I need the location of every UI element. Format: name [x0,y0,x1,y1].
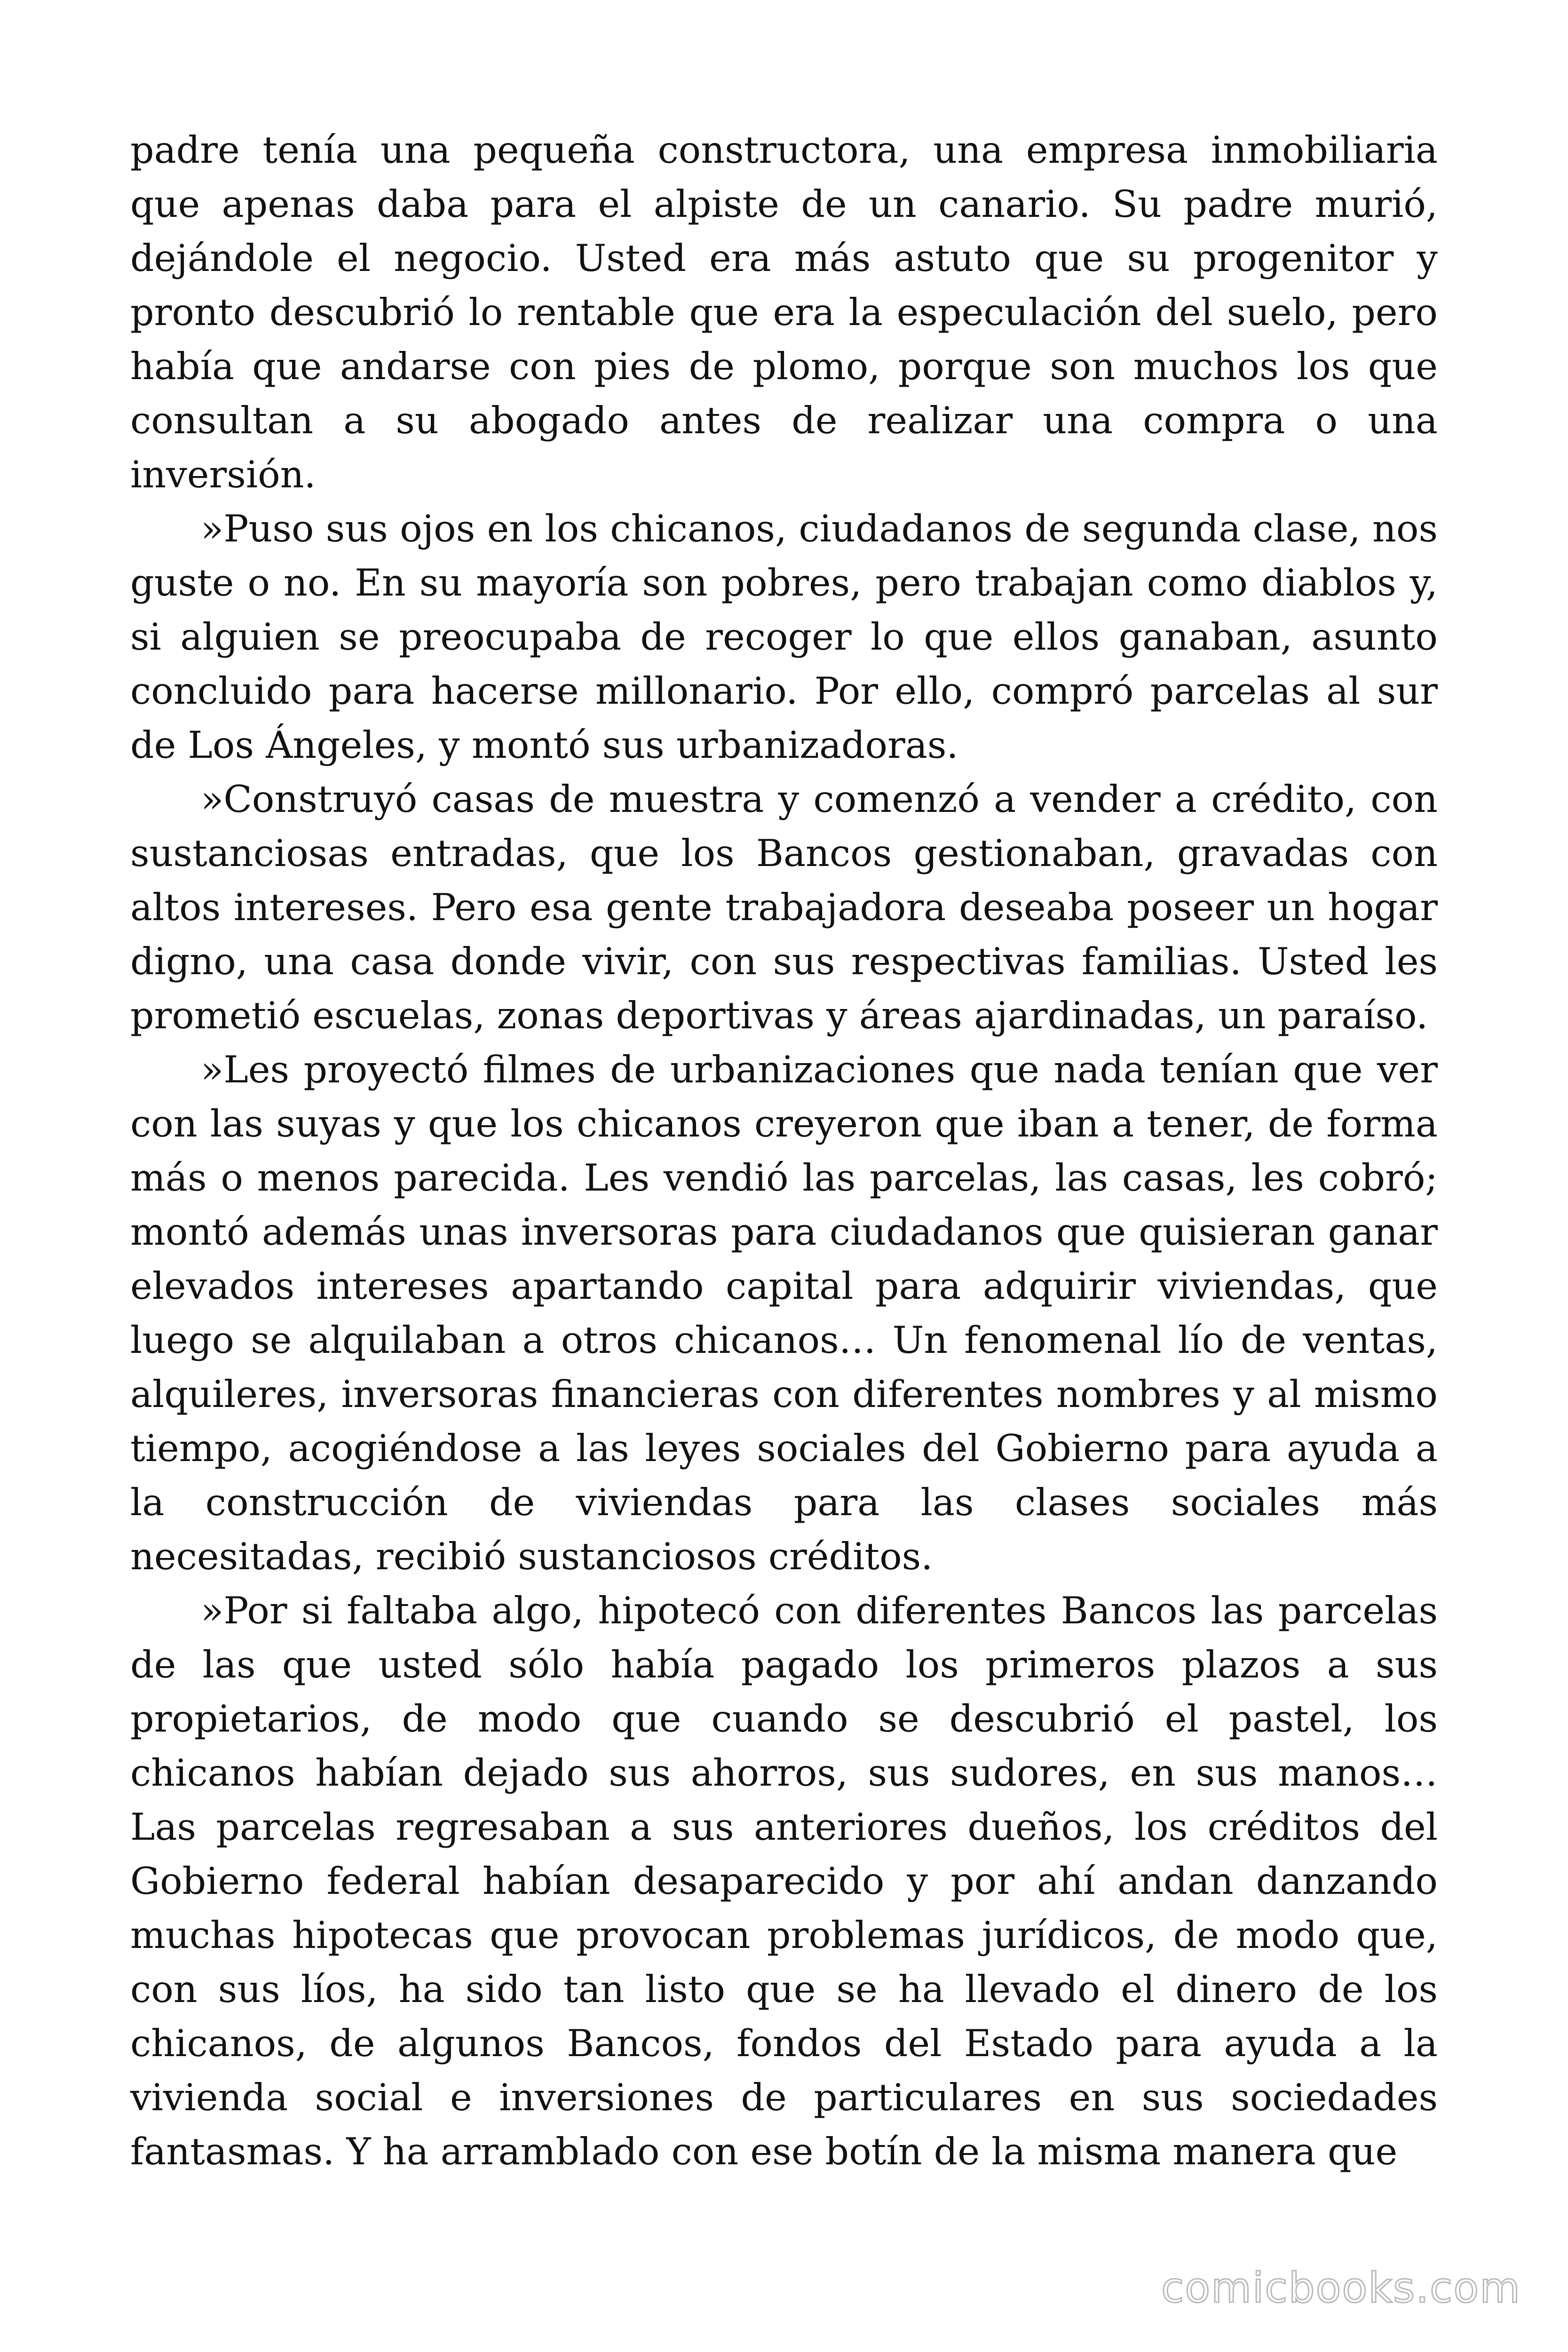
paragraph-filmes: »Les proyectó filmes de urbanizaciones que nada tenían que ver con las suyas y que los chicanos creyeron que iban a tener, de forma más o menos parecida. Les vendió las parcelas, las casas, les cobró; montó además unas inversoras para ciudadanos que quisieran ganar elevados intereses apartando capital para adquirir viviendas, que luego se alquilaban a otros chicanos… Un fenomenal lío de ventas, alquileres, inversoras financieras con diferentes nombres y al mismo tiempo, acogiéndose a las leyes sociales del Gobierno para ayuda a la construcción de viviendas para las clases sociales más necesitadas, recibió sustanciosos créditos. [130,1048,1438,1578]
paragraph-hipotecas: »Por si faltaba algo, hipotecó con diferentes Bancos las parcelas de las que usted sólo había pagado los primeros plazos a sus propietarios, de modo que cuando se descubrió el pastel, los chicanos habían dejado sus ahorros, sus sudores, en sus manos… Las parcelas regresaban a sus anteriores dueños, los créditos del Gobierno federal habían desaparecido y por ahí andan danzando muchas hipotecas que provocan problemas jurídicos, de modo que, con sus líos, ha sido tan listo que se ha llevado el dinero de los chicanos, de algunos Bancos, fondos del Estado para ayuda a la vivienda social e inversiones de particulares en sus sociedades fantasmas. Y ha arramblado con ese botín de la misma manera que [130,1589,1438,2173]
paragraph-casas-de-muestra: »Construyó casas de muestra y comenzó a vender a crédito, con sustanciosas entradas, que los Bancos gestionaban, gravadas con altos intereses. Pero esa gente trabajadora deseaba poseer un hogar digno, una casa donde vivir, con sus respectivas familias. Usted les prometió escuelas, zonas deportivas y áreas ajardinadas, un paraíso. [130,778,1438,1037]
page-body [130,123,1438,2179]
paragraph-continuation: padre tenía una pequeña constructora, una empresa inmobiliaria que apenas daba para el alpiste de un canario. Su padre murió, dejándole el negocio. Usted era más astuto que su progenitor y pronto descubrió lo rentable que era la especulación del suelo, pero había que andarse con pies de plomo, porque son muchos los que consultan a su abogado antes de realizar una compra o una inversión. [130,128,1438,496]
paragraph-chicanos: »Puso sus ojos en los chicanos, ciudadanos de segunda clase, nos guste o no. En su mayoría son pobres, pero trabajan como diablos y, si alguien se preocupaba de recoger lo que ellos ganaban, asunto concluido para hacerse millonario. Por ello, compró parcelas al sur de Los Ángeles, y montó sus urbanizadoras. [130,507,1438,767]
site-watermark: comicbooks.com [1161,2264,1521,2312]
